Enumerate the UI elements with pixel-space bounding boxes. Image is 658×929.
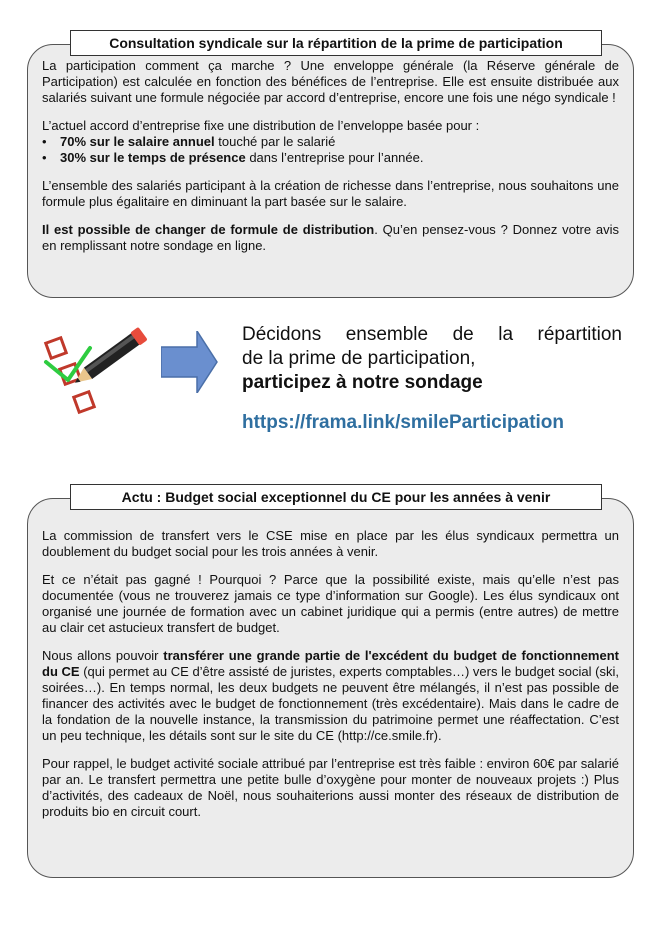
- bullet-presence: [42, 150, 619, 166]
- participation-section-body: [42, 58, 619, 266]
- participation-call-paragraph: [42, 222, 619, 254]
- budget-intro-paragraph: La commission de transfert vers le CSE mise en place par les élus syndicaux permettra un doublement du budget social pour les trois années à venir.: [42, 528, 619, 559]
- budget-section-title: Actu : Budget social exceptionnel du CE pour les années à venir: [70, 484, 602, 510]
- budget-reminder-paragraph: Pour rappel, le budget activité sociale attribué par l’entreprise est très faible : environ 60€ par salarié par an. Le transfert permettra une petite bulle d’oxygène pour monter de nouveaux projets :) Plus d’activités, des cadeaux de Noël, nous souhaiterions aussi monter des réseaux de distribution de produits bio en circuit court.: [42, 756, 619, 819]
- participation-intro-paragraph: La participation comment ça marche ? Une enveloppe générale (la Réserve générale de Participation) est calculée en fonction des bénéfices de l’entreprise. Elle est ensuite distribuée aux salariés suivant une formule négociée par accord d’entreprise, encore une fois une négo syndicale !: [42, 58, 619, 105]
- budget-section-body: [42, 528, 619, 832]
- participation-call-bold: Il est possible de changer de formule de distribution: [42, 222, 375, 237]
- bullet-salary-rest: touché par le salarié: [214, 134, 336, 149]
- budget-transfer-paragraph: [42, 648, 619, 744]
- bullet-presence-bold: 30% sur le temps de présence: [60, 150, 246, 165]
- participation-section-title: Consultation syndicale sur la répartition de la prime de participation: [70, 30, 602, 56]
- checklist-pencil-icon: [38, 322, 158, 422]
- checkbox-icon: [74, 392, 95, 413]
- bullet-presence-rest: dans l’entreprise pour l’année.: [245, 150, 424, 165]
- budget-transfer-bold: transférer une grande partie de l'excédent du budget de fonctionnement du CE: [42, 648, 619, 679]
- participation-call-rest: . Qu’en pensez-vous ? Donnez votre avis en remplissant notre sondage en ligne.: [42, 222, 619, 253]
- budget-transfer-rest: (qui permet au CE d’être assisté de juristes, experts comptables…) vers le budget social (ski, soirées…). En temps normal, les deux budgets ne peuvent être mélangés, il n’est pas possible de financer des activités avec le budget de fonctionnement (très excédentaire). Mais dans le cadre de la fondation de la nouvelle instance, la transmission du patrimoine permet une réaffectation. C’est un peu technique, les détails sont sur le site du CE (http://ce.smile.fr).: [42, 664, 619, 743]
- survey-call-to-action: [242, 323, 622, 435]
- bullet-salary: [42, 134, 619, 150]
- checkbox-icon: [46, 338, 67, 359]
- cta-line-2: de la prime de participation,: [242, 348, 476, 369]
- cta-line-3: participez à notre sondage: [242, 372, 483, 393]
- budget-context-paragraph: Et ce n’était pas gagné ! Pourquoi ? Parce que la possibilité existe, mais qu’elle n’est pas documentée (vous ne trouverez jamais ce type d’information sur Google). Les élus syndicaux ont organisé une journée de formation avec un cabinet juridique qui a permis (entre autres) de mettre au clair cet astucieux transfert de budget.: [42, 572, 619, 635]
- participation-goal-paragraph: L’ensemble des salariés participant à la création de richesse dans l’entreprise, nous souhaitons une formule plus égalitaire en diminuant la part basée sur le salaire.: [42, 178, 619, 209]
- budget-transfer-start: Nous allons pouvoir: [42, 648, 164, 663]
- distribution-bullet-list: [42, 134, 619, 166]
- cta-line-1: Décidons ensemble de la répartition: [242, 324, 622, 345]
- current-agreement-text: L’actuel accord d’entreprise fixe une distribution de l’enveloppe basée pour :: [42, 118, 480, 133]
- bullet-salary-bold: 70% sur le salaire annuel: [60, 134, 215, 149]
- arrow-right-icon: [161, 331, 218, 393]
- survey-link[interactable]: https://frama.link/smileParticipation: [242, 412, 565, 433]
- participation-current-agreement: [42, 118, 619, 166]
